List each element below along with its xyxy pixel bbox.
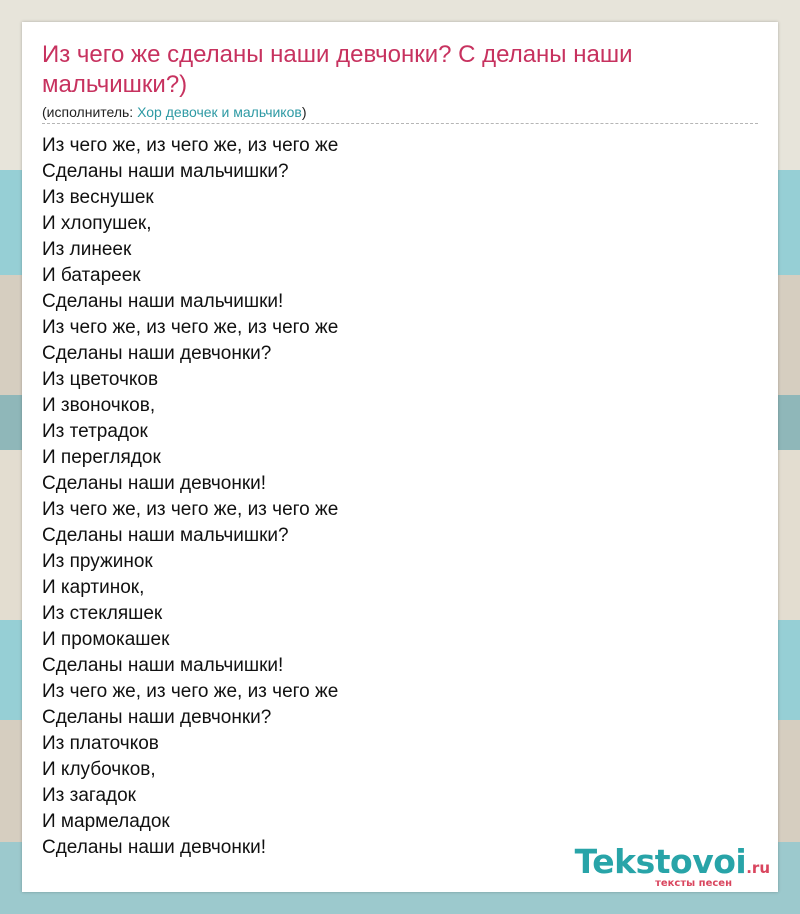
lyric-line: И батареек	[42, 265, 141, 286]
lyric-line: Сделаны наши девчонки?	[42, 343, 272, 364]
lyric-line: И клубочков,	[42, 759, 156, 780]
lyric-line: Из стекляшек	[42, 603, 163, 624]
lyric-line: И звоночков,	[42, 395, 156, 416]
dashed-divider	[42, 123, 758, 124]
lyric-line: Сделаны наши мальчишки?	[42, 525, 289, 546]
lyric-line: Сделаны наши девчонки!	[42, 837, 267, 858]
lyric-line: Сделаны наши мальчишки!	[42, 655, 284, 676]
lyric-line: И переглядок	[42, 447, 161, 468]
performer-prefix: (исполнитель:	[42, 104, 138, 120]
lyric-line: Сделаны наши мальчишки!	[42, 291, 284, 312]
lyric-line: Сделаны наши мальчишки?	[42, 161, 289, 182]
lyric-line: И промокашек	[42, 629, 170, 650]
lyric-line: Из чего же, из чего же, из чего же	[42, 499, 339, 520]
lyric-line: Из загадок	[42, 785, 136, 806]
lyric-line: И хлопушек,	[42, 213, 152, 234]
lyric-line: Из веснушек	[42, 187, 154, 208]
song-title: Из чего же сделаны наши девчонки? С деланы наши мальчишки?)	[42, 41, 633, 98]
lyric-line: Из тетрадок	[42, 421, 148, 442]
logo-domain: .ru	[746, 859, 770, 877]
lyric-line: Из пружинок	[42, 551, 153, 572]
lyrics-text	[42, 133, 742, 861]
logo-tagline: тексты песен	[655, 878, 732, 889]
lyric-line: И картинок,	[42, 577, 145, 598]
lyrics-card	[22, 22, 778, 892]
lyric-line: Из чего же, из чего же, из чего же	[42, 135, 339, 156]
lyric-line: Сделаны наши девчонки?	[42, 707, 272, 728]
performer-suffix: )	[301, 104, 307, 120]
performer-link[interactable]: Хор девочек и мальчиков	[137, 104, 302, 120]
lyric-line: Сделаны наши девчонки!	[42, 473, 267, 494]
site-logo[interactable]	[574, 842, 770, 889]
performer-line	[42, 103, 306, 121]
lyric-line: Из чего же, из чего же, из чего же	[42, 317, 339, 338]
lyric-line: Из чего же, из чего же, из чего же	[42, 681, 339, 702]
lyric-line: Из платочков	[42, 733, 159, 754]
lyric-line: Из линеек	[42, 239, 132, 260]
lyric-line: И мармеладок	[42, 811, 170, 832]
lyric-line: Из цветочков	[42, 369, 159, 390]
logo-wordmark: Tekstovoi	[574, 842, 747, 881]
